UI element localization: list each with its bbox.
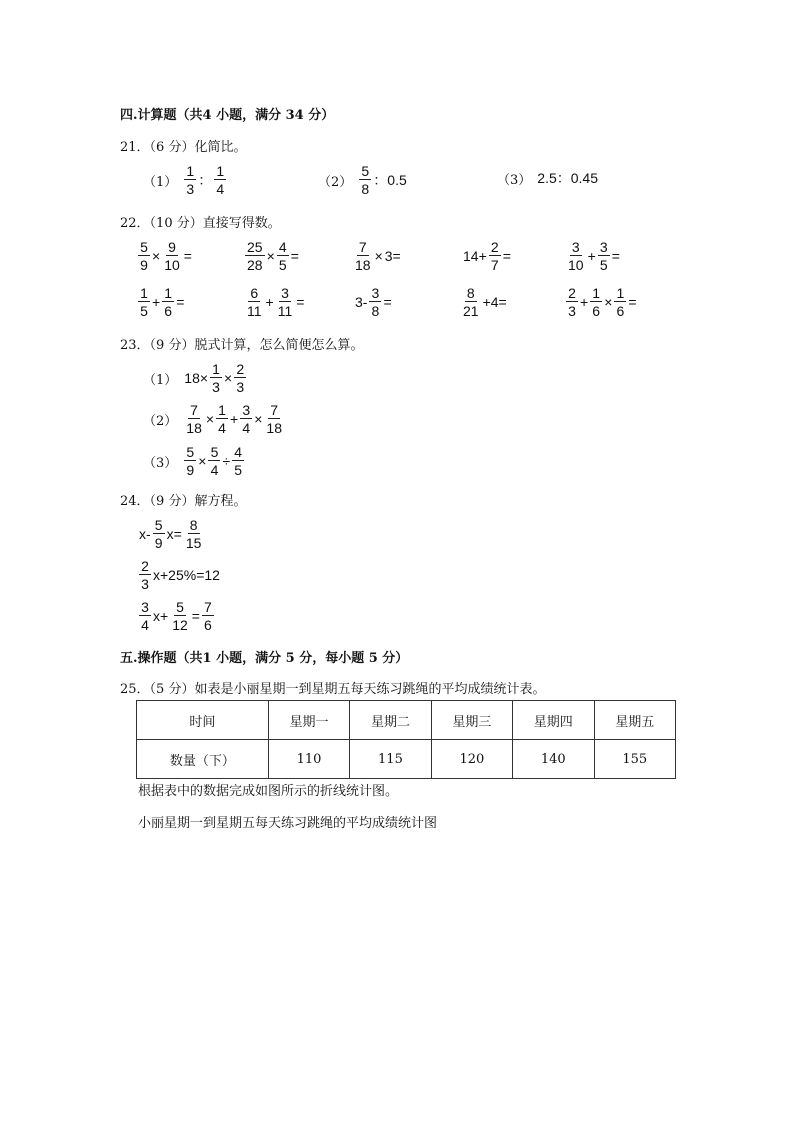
section-5-heading: 五.操作题（共1 小题，满分 5 分，每小题 5 分） [120, 651, 409, 666]
question-24-equation-2: $\frac{2}{3}$ x+25%=12 [138, 559, 221, 591]
question-23-part-1: （1） 18× $\frac{1}{3}$ × $\frac{2}{3}$ [143, 362, 247, 394]
table-cell: 115 [350, 740, 431, 779]
part-label: （1） [143, 372, 178, 388]
question-23-part-3: （3） $\frac{5}{9}$ × $\frac{5}{4}$ ÷ $\frac{4}{5}$ [143, 445, 245, 477]
part-label: （3） [143, 455, 178, 471]
table-cell: 120 [431, 740, 512, 779]
q22-r1-e2: $\frac{25}{28}$ × $\frac{4}{5}$ = [247, 239, 299, 273]
table-header-cell: 星期二 [350, 701, 431, 740]
table-header-cell: 时间 [137, 701, 269, 740]
part-label: （3） [497, 172, 532, 188]
question-21-part-1: （1） $\frac{1}{3}$ ： $\frac{1}{4}$ [143, 164, 227, 196]
table-cell: 155 [594, 740, 676, 779]
question-21-title: 21．（6 分）化简比。 [120, 140, 247, 155]
fraction: $\frac{1}{3}$ [184, 164, 196, 196]
table-cell: 110 [268, 740, 349, 779]
question-24-equation-3: $\frac{3}{4}$ x+ $\frac{5}{12}$ = $\frac{7}{6}$ [138, 600, 215, 632]
question-24-equation-1: x- $\frac{5}{9}$ x= $\frac{8}{15}$ [139, 517, 202, 551]
question-21-part-2: （2） $\frac{5}{8}$ ：0.5 [318, 163, 407, 197]
q22-r1-e4: 14+ $\frac{2}{7}$ = [463, 239, 511, 273]
table-header-cell: 星期五 [594, 701, 676, 740]
q22-r1-e3: $\frac{7}{18}$ × 3= [355, 239, 401, 273]
table-row [137, 740, 676, 779]
table-header-cell: 星期四 [513, 701, 594, 740]
q22-r2-e5: $\frac{2}{3}$ + $\frac{1}{6}$ × $\frac{1}{6}$ = [565, 286, 638, 318]
q22-r1-e5: $\frac{3}{10}$ + $\frac{3}{5}$ = [568, 239, 620, 273]
question-21-part-3: （3） 2.5：0.45 [497, 170, 598, 188]
table-header-cell: 星期三 [431, 701, 512, 740]
question-25-title: 25．（5 分）如表是小丽星期一到星期五每天练习跳绳的平均成绩统计表。 [120, 682, 546, 697]
q22-r2-e1: $\frac{1}{5}$ + $\frac{1}{6}$ = [137, 286, 185, 318]
question-22-title: 22．（10 分）直接写得数。 [120, 216, 281, 231]
table-header-row [137, 701, 676, 740]
fraction: $\frac{5}{8}$ [359, 164, 371, 196]
table-header-cell: 星期一 [268, 701, 349, 740]
part-label: （2） [143, 413, 178, 429]
q22-r2-e4: $\frac{8}{21}$ +4= [463, 285, 507, 319]
section-4-heading: 四.计算题（共4 小题，满分 34 分） [120, 108, 335, 123]
q22-r2-e3: 3- $\frac{3}{8}$ = [355, 285, 392, 319]
question-24-title: 24．（9 分）解方程。 [120, 494, 247, 509]
part-label: （2） [318, 174, 353, 190]
q22-r2-e2: $\frac{6}{11}$ + $\frac{3}{11}$ = [247, 285, 305, 319]
table-cell: 140 [513, 740, 594, 779]
question-25-note: 根据表中的数据完成如图所示的折线统计图。 [138, 784, 399, 799]
q22-r1-e1: $\frac{5}{9}$ × $\frac{9}{10}$ = [137, 240, 193, 272]
table-cell: 数量（下） [137, 740, 269, 779]
jump-rope-stats-table [136, 700, 676, 779]
fraction: $\frac{1}{4}$ [214, 164, 226, 196]
question-23-part-2: （2） $\frac{7}{18}$ × $\frac{1}{4}$ + $\frac{3}{4}$ × $\frac{7}{18}$ [143, 402, 282, 436]
chart-title: 小丽星期一到星期五每天练习跳绳的平均成绩统计图 [138, 816, 438, 831]
part-label: （1） [143, 174, 178, 190]
question-23-title: 23．（9 分）脱式计算，怎么简便怎么算。 [120, 338, 364, 353]
